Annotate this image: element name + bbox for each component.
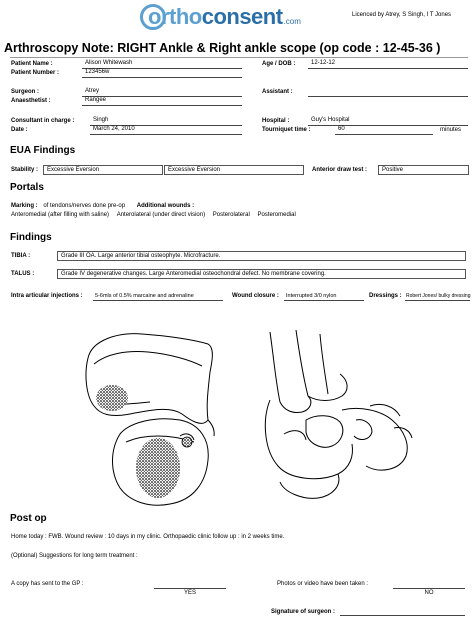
tibia-value: Grade III OA. Large anterior tibial osteophyte. Microfracture. — [61, 253, 221, 259]
age-label: Age / DOB : — [262, 61, 296, 67]
hospital-field[interactable] — [308, 118, 468, 126]
gp-field[interactable] — [154, 581, 226, 596]
talus-value: Grade IV degenerative changes. Large Anteromedial osteochondral defect. No membrane covering. — [61, 271, 326, 277]
marking-label: Marking : — [11, 203, 38, 209]
hospital-label: Hospital : — [262, 118, 290, 124]
signature-label: Signature of surgeon : — [271, 609, 336, 615]
age-field[interactable] — [308, 61, 468, 69]
stability-field-2[interactable] — [164, 165, 304, 175]
portal-item: Anteromedial (after filling with saline) — [11, 212, 110, 218]
photos-field[interactable] — [393, 581, 465, 596]
stability-value-2: Excessive Eversion — [168, 167, 221, 173]
tourniquet-label: Tourniquet time : — [262, 127, 311, 133]
postop-plan: Home today : FWB. Wound review : 10 days in my clinic. Orthopaedic clinic follow up : in 2 weeks time. — [11, 534, 285, 540]
talus-field[interactable] — [57, 269, 466, 279]
ankle-diagram — [70, 310, 470, 510]
stability-value-1: Excessive Eversion — [47, 167, 100, 173]
injections-label: Intra articular injections : — [11, 293, 83, 299]
drawer-label: Anterior draw test : — [312, 167, 368, 173]
consultant-label: Consultant in charge : — [11, 118, 75, 124]
surgeon-value: Atrey — [85, 88, 100, 94]
date-field[interactable] — [90, 127, 242, 135]
dressings-value: Robert Jones/ bulky dressing — [406, 293, 471, 299]
assistant-field[interactable] — [308, 89, 468, 97]
signature-field[interactable] — [340, 608, 465, 616]
age-value: 12-12-12 — [311, 60, 336, 66]
tourniquet-value: 60 — [338, 126, 345, 132]
stability-field-1[interactable] — [43, 165, 163, 175]
tibia-lesion-shading — [96, 385, 128, 411]
anaesthetist-value: Rangee — [85, 97, 107, 103]
portal-item: Anterolateral (under direct vision) — [116, 212, 206, 218]
licence-text: Licenced by Atrey, S Singh, I T Jones — [352, 12, 452, 18]
gp-value: YES — [183, 590, 196, 596]
photos-value: NO — [424, 590, 434, 596]
talus-lesion-shading — [136, 438, 180, 498]
orthoconsent-logo — [140, 2, 301, 32]
injections-field[interactable] — [93, 293, 223, 301]
surgeon-label: Surgeon : — [11, 89, 39, 95]
portals-heading: Portals — [10, 182, 44, 193]
assistant-label: Assistant : — [262, 89, 293, 95]
drawer-field[interactable] — [378, 165, 469, 175]
additional-wounds-label: Additional wounds : — [136, 203, 195, 209]
injections-value: 5-6mls of 0.5% marcaine and adrenaline — [95, 293, 194, 299]
logo-text-b: consent — [201, 4, 283, 29]
patient-number-field[interactable] — [82, 70, 242, 78]
photos-label: Photos or video have been taken : — [277, 581, 369, 587]
tourniquet-field[interactable] — [335, 127, 433, 135]
anaesthetist-field[interactable] — [82, 98, 242, 106]
hospital-value: Guy's Hospital — [311, 117, 350, 123]
portal-item: Posterolateral — [212, 212, 250, 218]
findings-heading: Findings — [10, 232, 52, 243]
closure-label: Wound closure : — [232, 293, 279, 299]
talus-label: TALUS : — [11, 271, 35, 277]
tibia-articular-surface-drawing — [86, 334, 214, 436]
tibia-field[interactable] — [57, 251, 466, 261]
closure-value: Interrupted 3/0 nylon — [286, 293, 337, 299]
marking-value: of tendons/nerves done pre-op — [43, 203, 126, 209]
closure-field[interactable] — [284, 293, 364, 301]
dressings-field[interactable] — [405, 293, 470, 301]
portal-list — [11, 212, 296, 218]
dressings-label: Dressings : — [369, 293, 402, 299]
consultant-value: Singh — [93, 117, 109, 123]
page-title: Arthroscopy Note: RIGHT Ankle & Right ankle scope (op code : 12-45-36 ) — [4, 41, 441, 55]
gp-label: A copy has sent to the GP : — [11, 581, 84, 587]
talus-small-lesion — [182, 437, 192, 447]
postop-heading: Post op — [10, 513, 47, 524]
suggestions-label: (Optional) Suggestions for long term treatment : — [11, 553, 138, 559]
patient-number-label: Patient Number : — [11, 70, 60, 76]
tibia-label: TIBIA : — [11, 253, 31, 259]
patient-name-label: Patient Name : — [11, 61, 53, 67]
patient-name-field[interactable] — [82, 61, 242, 69]
tourniquet-unit: minutes — [440, 127, 462, 133]
date-label: Date : — [11, 127, 28, 133]
marking-line — [11, 203, 194, 209]
eua-heading: EUA Findings — [10, 145, 76, 156]
date-value: March 24, 2010 — [93, 126, 135, 132]
portal-item: Posteromedial — [257, 212, 296, 218]
logo-suffix: .com — [283, 16, 301, 26]
stability-label: Stability : — [11, 167, 39, 173]
patient-number-value: 123456w — [85, 69, 110, 75]
lateral-ankle-drawing — [265, 330, 412, 498]
patient-name-value: Alison Whitewash — [85, 60, 133, 66]
anaesthetist-label: Anaesthetist : — [11, 98, 51, 104]
surgeon-field[interactable] — [82, 89, 242, 97]
logo-text-a: ortho — [148, 4, 202, 29]
drawer-value: Positive — [382, 167, 404, 173]
consultant-field[interactable] — [90, 118, 242, 126]
